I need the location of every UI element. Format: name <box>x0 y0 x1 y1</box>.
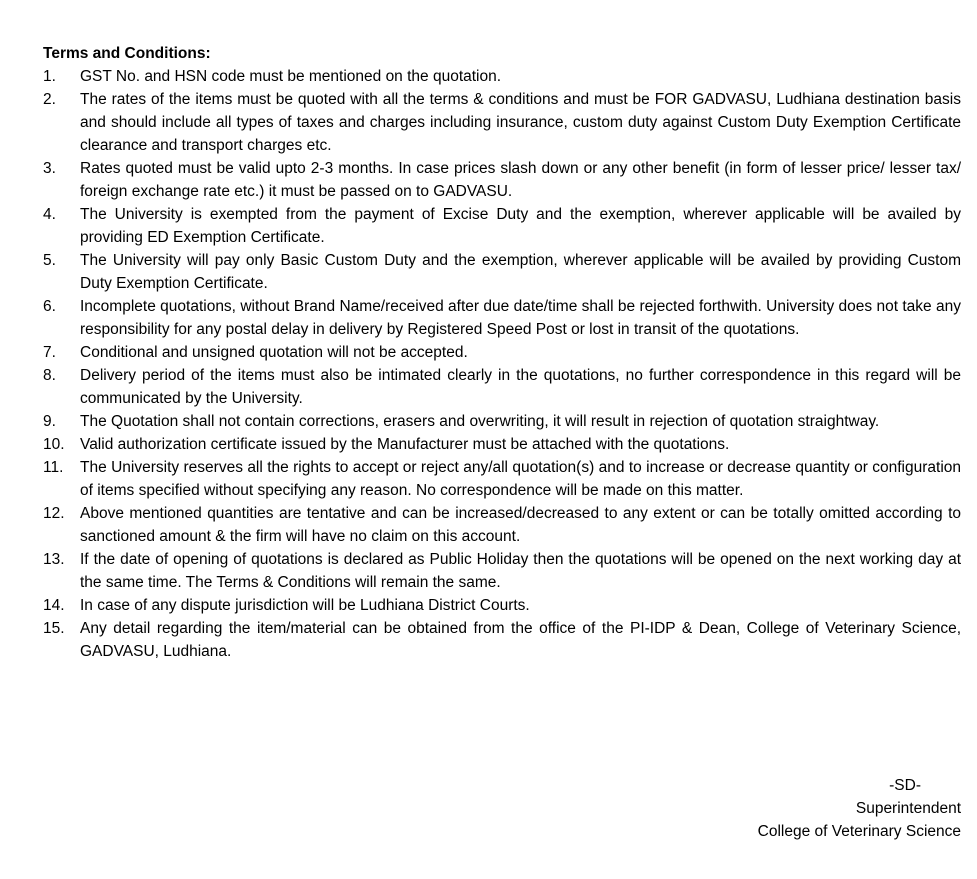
item-text: The rates of the items must be quoted with all the terms & conditions and must be FOR GADVASU, Ludhiana destination basis and should include all types of taxes and charges including insurance, custom duty against Custom Duty Exemption Certificate clearance and transport charges etc. <box>80 91 961 154</box>
item-text: Rates quoted must be valid upto 2-3 months. In case prices slash down or any other benefit (in form of lesser price/ lesser tax/ foreign exchange rate etc.) it must be passed on to GADVASU. <box>80 160 961 200</box>
item-text: The Quotation shall not contain corrections, erasers and overwriting, it will result in rejection of quotation straightway. <box>80 413 880 430</box>
item-number: 6. <box>43 298 56 315</box>
item-text: Incomplete quotations, without Brand Name/received after due date/time shall be rejected forthwith. University does not take any responsibility for any postal delay in delivery by Registered Speed Post or lost in transit of the quotations. <box>80 298 961 338</box>
item-number: 9. <box>43 413 56 430</box>
list-item <box>43 203 961 249</box>
list-item <box>43 594 961 617</box>
item-text: The University will pay only Basic Custom Duty and the exemption, wherever applicable will be availed by providing Custom Duty Exemption Certificate. <box>80 252 961 292</box>
item-number: 5. <box>43 252 56 269</box>
signature-sd: -SD- <box>889 777 921 794</box>
item-text: Any detail regarding the item/material can be obtained from the office of the PI-IDP & Dean, College of Veterinary Science, GADVASU, Ludhiana. <box>80 620 961 660</box>
list-item <box>43 295 961 341</box>
item-number: 13. <box>43 551 65 568</box>
terms-list <box>43 65 961 663</box>
item-number: 15. <box>43 620 65 637</box>
item-number: 10. <box>43 436 65 453</box>
list-item <box>43 88 961 157</box>
item-number: 11. <box>43 459 64 476</box>
item-text: The University is exempted from the payment of Excise Duty and the exemption, wherever applicable will be availed by providing ED Exemption Certificate. <box>80 206 961 246</box>
item-text: In case of any dispute jurisdiction will be Ludhiana District Courts. <box>80 597 530 614</box>
signatory-title: Superintendent <box>855 800 961 817</box>
terms-document <box>43 42 961 663</box>
item-text: Delivery period of the items must also be intimated clearly in the quotations, no further correspondence in this regard will be communicated by the University. <box>80 367 961 407</box>
item-number: 3. <box>43 160 56 177</box>
item-number: 4. <box>43 206 56 223</box>
item-text: Conditional and unsigned quotation will not be accepted. <box>80 344 468 361</box>
item-text: GST No. and HSN code must be mentioned on the quotation. <box>80 68 502 85</box>
list-item <box>43 433 961 456</box>
list-item <box>43 249 961 295</box>
signatory-office: College of Veterinary Science <box>757 823 961 840</box>
item-number: 1. <box>43 68 56 85</box>
item-text: Valid authorization certificate issued by the Manufacturer must be attached with the quotations. <box>80 436 730 453</box>
list-item <box>43 617 961 663</box>
item-text: If the date of opening of quotations is declared as Public Holiday then the quotations will be opened on the next working day at the same time. The Terms & Conditions will remain the same. <box>80 551 961 591</box>
signature-block <box>758 774 961 843</box>
list-item <box>43 548 961 594</box>
terms-heading: Terms and Conditions: <box>43 45 211 62</box>
list-item <box>43 502 961 548</box>
item-number: 2. <box>43 91 56 108</box>
item-number: 7. <box>43 344 56 361</box>
list-item <box>43 65 961 88</box>
list-item <box>43 410 961 433</box>
list-item <box>43 364 961 410</box>
item-number: 12. <box>43 505 65 522</box>
list-item <box>43 341 961 364</box>
item-text: The University reserves all the rights to accept or reject any/all quotation(s) and to increase or decrease quantity or configuration of items specified without specifying any reason. No correspondence will be made on this matter. <box>80 459 961 499</box>
item-number: 8. <box>43 367 56 384</box>
item-text: Above mentioned quantities are tentative and can be increased/decreased to any extent or can be totally omitted according to sanctioned amount & the firm will have no claim on this account. <box>80 505 961 545</box>
list-item <box>43 456 961 502</box>
list-item <box>43 157 961 203</box>
item-number: 14. <box>43 597 65 614</box>
